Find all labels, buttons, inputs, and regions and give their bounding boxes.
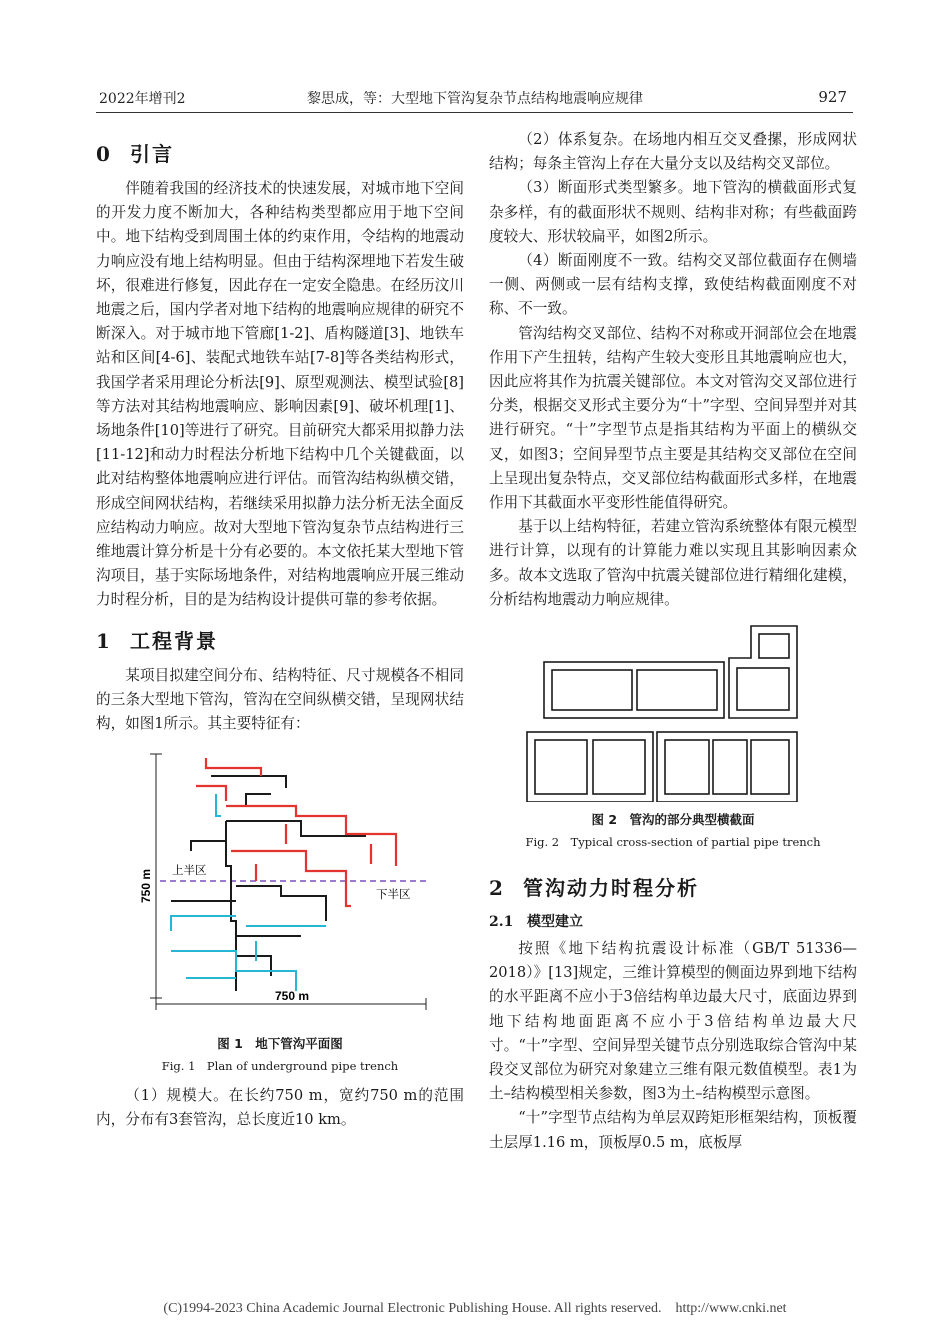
pipe-trench-plan-map: [96, 746, 464, 1026]
section-number: 0: [96, 142, 112, 166]
figure-2-caption-en: Fig. 2 Typical cross-section of partial pipe trench: [525, 835, 821, 850]
section-0-heading: [96, 138, 464, 167]
key-parts-paragraph: 管沟结构交叉部位、结构不对称或开洞部位会在地震作用下产生扭转，结构产生较大变形且其地震响应也大，因此应将其作为抗震关键部位。本文对管沟交叉部位进行分类，根据交叉形式主要分为“十”字型、空间异型并对其进行研究。“十”字型节点是指其结构为平面上的横纵交叉，如图3；空间异型节点主要是其结构交叉部位在空间上呈现出复杂特点，交叉部位结构截面形式多样，在地震作用下其截面水平变形性能值得研究。: [489, 324, 857, 512]
section-2-heading: [489, 872, 857, 901]
figure-1-caption-en: Fig. 1 Plan of underground pipe trench: [161, 1059, 399, 1074]
figure-2: [489, 624, 857, 850]
section-1-heading: [96, 625, 464, 654]
section-title: 管沟动力时程分析: [523, 876, 699, 901]
pipe-network-cyan: [171, 794, 326, 991]
feature-1-paragraph: （1）规模大。在长约750 m，宽约750 m的范围内，分布有3套管沟，总长度近10 km。: [96, 1087, 464, 1129]
running-title: 黎思成，等：大型地下管沟复杂节点结构地震响应规律: [307, 91, 643, 107]
cross-node-paragraph: “十”字型节点结构为单层双跨矩形框架结构，顶板覆土层厚1.16 m，顶板厚0.5 m，底板厚: [489, 1109, 857, 1151]
cross-section-stepped: [729, 626, 797, 718]
subsection-title: 模型建立: [527, 914, 583, 931]
left-column: [96, 128, 464, 1133]
feature-3-paragraph: （3）断面形式类型繁多。地下管沟的横截面形式复杂多样，有的截面形状不规则、结构非对称；有些截面跨度较大、形状较扁平，如图2所示。: [489, 179, 857, 245]
cross-section-triple: [657, 732, 797, 802]
lower-zone-label: 下半区: [376, 887, 411, 902]
page-number: 927: [818, 88, 847, 106]
cross-sections-drawing: [489, 624, 857, 802]
subsection-2-1-heading: [489, 911, 857, 931]
intro-paragraph: 伴随着我国的经济技术的快速发展，对城市地下空间的开发力度不断加大，各种结构类型都应用于地下空间中。地下结构受到周围土体的约束作用，令结构的地震动力响应没有地上结构明显。但由于结构深埋地下若发生破坏，很难进行修复，因此存在一定安全隐患。在经历汶川地震之后，国内学者对地下结构的地震响应规律的研究不断深入。对于城市地下管廊[1-2]、盾构隧道[3]、地铁车站和区间[4-6]、装配式地铁车站[7-8]等各类结构形式，我国学者采用理论分析法[9]、原型观测法、模型试验[8]等方法对其结构地震响应、影响因素[9]、破坏机理[1]、场地条件[10]等进行了研究。目前研究大都采用拟静力法[11-12]和动力时程法分析地下结构中几个关键截面，以此对结构整体地震响应进行评估。而管沟结构纵横交错，形成空间网状结构，若继续采用拟静力法分析无法全面反应结构动力响应。故对大型地下管沟复杂节点结构进行三维地震计算分析是十分有必要的。本文依托某大型地下管沟项目，基于实际场地条件，对结构地震响应开展三维动力时程分析，目的是为结构设计提供可靠的参考依据。: [96, 180, 464, 609]
figure-2-caption-cn: 图 2 管沟的部分典型横截面: [591, 812, 755, 828]
cross-section-double: [527, 732, 653, 802]
section-title: 工程背景: [130, 628, 218, 653]
copyright-footer: (C)1994-2023 China Academic Journal Electronic Publishing House. All rights reserved. http://www.cnki.net: [163, 1301, 787, 1316]
section-number: 2: [489, 876, 505, 901]
background-paragraph: 某项目拟建空间分布、结构特征、尺寸规模各不相同的三条大型地下管沟，管沟在空间纵横交错，呈现网状结构，如图1所示。其主要特征有：: [96, 666, 464, 733]
section-number: 1: [96, 628, 112, 653]
pipe-network-black: [171, 776, 366, 991]
model-setup-paragraph: 按照《地下结构抗震设计标准（GB/T 51336—2018）》[13]规定，三维计算模型的侧面边界到地下结构的水平距离不应小于3倍结构单边最大尺寸，底面边界到地下结构地面距离不应小于3倍结构单边最大尺寸。“十”字型、空间异型关键节点分别选取综合管沟中某段交叉部位为研究对象建立三维有限元数值模型。表1为土–结构模型相关参数，图3为土–结构模型示意图。: [489, 940, 857, 1103]
feature-2-paragraph: （2）体系复杂。在场地内相互交叉叠摞，形成网状结构；每条主管沟上存在大量分支以及结构交叉部位。: [489, 131, 857, 173]
figure-1-caption-cn: 图 1 地下管沟平面图: [217, 1036, 343, 1052]
feature-4-paragraph: （4）断面刚度不一致。结构交叉部位截面存在侧墙一侧、两侧或一层有结构支撑，致使结构截面刚度不对称、不一致。: [489, 252, 857, 318]
vertical-dimension-label: 750 m: [139, 869, 153, 904]
figure-1: [96, 746, 464, 1074]
header-rule: [96, 112, 853, 113]
right-column: [489, 128, 857, 1155]
upper-zone-label: 上半区: [172, 863, 207, 878]
subsection-number: 2.1: [489, 914, 514, 931]
horizontal-dimension-label: 750 m: [274, 989, 310, 1004]
modeling-choice-paragraph: 基于以上结构特征，若建立管沟系统整体有限元模型进行计算，以现有的计算能力难以实现且其影响因素众多。故本文选取了管沟中抗震关键部位进行精细化建模，分析结构地震动力响应规律。: [489, 518, 857, 608]
journal-issue: 2022年增刊2: [99, 91, 186, 107]
section-title: 引言: [130, 142, 174, 166]
